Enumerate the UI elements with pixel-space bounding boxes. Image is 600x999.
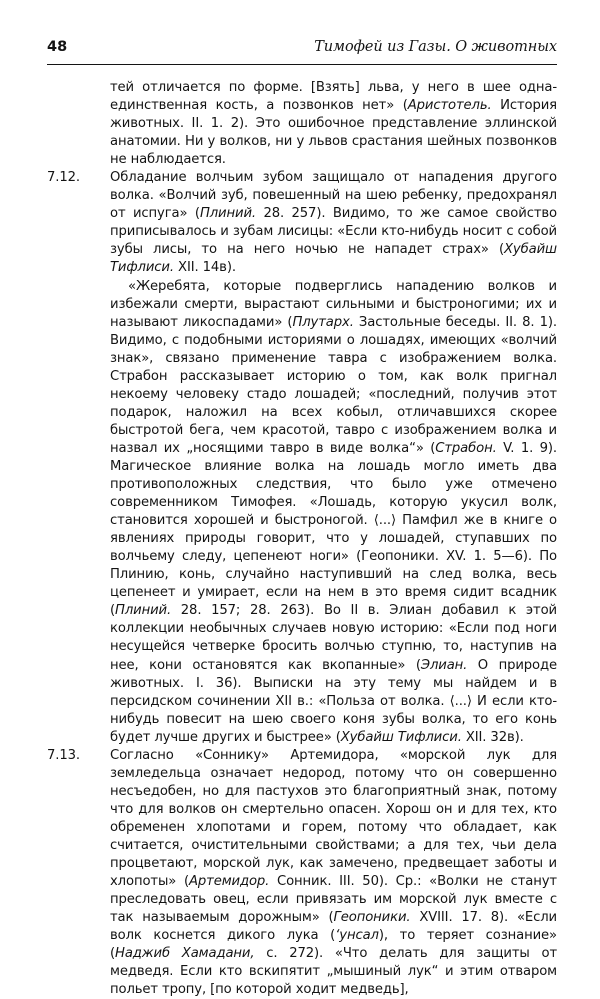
text-run: ), то теряет сознание» ( bbox=[110, 928, 558, 962]
text-run: Застольные беседы. II. 8. 1). Видимо, с подобными историями о лошадях, имеющих «волчий знак», связано применение тавра с изображением волка. Страбон рассказывает историю о том, как волк пригнал некоему человеку стадо лошадей; «последний, получив этот подарок, наложил на всех кобыл, отличавшихся скорее быстротой бега, чем красотой, тавро с изображением волка и назвал их „носящими тавро в виде волка“» ( bbox=[110, 314, 557, 456]
citation-author: Элиан. bbox=[420, 657, 468, 673]
page-number: 48 bbox=[47, 39, 68, 55]
citation-author: Аристотель. bbox=[407, 98, 492, 114]
citation-author: Плутарх. bbox=[292, 314, 354, 330]
paragraph-number: 7.12. bbox=[47, 170, 80, 186]
text-run: 28. 257). Видимо, то же самое свойство приписывалось и зубам лисицы: «Если кто-нибудь носит с собой зубы лисы, то на него ночью не нападет страх» ( bbox=[110, 206, 558, 258]
text-run: «Жеребята, которые подверглись нападению волков и избежали смерти, вырастают сильными и быстроногими; их и называют ликоспадами» ( bbox=[110, 278, 557, 330]
text-run: XVIII. 17. 8). «Если волк коснется дикого лука ( bbox=[110, 910, 558, 944]
text-run: XII. 32в). bbox=[461, 729, 524, 745]
text-run: О природе животных. I. 36). Выписки на эту тему мы найдем и в персидском сочинении XII в.: «Польза от волка. ⟨...⟩ И если кто-нибудь повесит на шею своего коня зубы волка, то его конь будет лучше других и быстрее» ( bbox=[110, 657, 557, 745]
citation-author: Плиний. bbox=[115, 603, 172, 619]
main-text bbox=[47, 79, 557, 999]
text-run: XII. 14в). bbox=[173, 260, 236, 276]
text-run: V. 1. 9). Магическое влияние волка на лошадь могло иметь два противоположных следствия, что было уже отмечено современником Тимофея. «Лошадь, которую укусил волк, становится хорошей и быстроногой. ⟨...⟩ Памфил же в книге о явлениях природы говорит, что у лошадей, ступавших по волчьему следу, цепенеют ноги» (Геопоники. XV. 1. 5—6). По Плинию, конь, случайно наступивший на след волка, весь цепенеет и умирает, если на нем в это время сидит всадник ( bbox=[110, 440, 557, 619]
running-head: Тимофей из Газы. О животных bbox=[314, 39, 557, 55]
text-run: Согласно «Соннику» Артемидора, «морской лук для земледельца означает недород, потому что он совершенно несъедобен, но для пастухов это благоприятный знак, потому что для волков он смертельно опасен. Хорош он и для тех, кто обременен хлопотами и горем, потому что обладает, как считается, очистительными свойствами; а для тех, чьи дела процветают, морской лук, как замечено, предвещает заботы и хлопоты» ( bbox=[110, 747, 557, 890]
citation-author: Наджиб Хамадани, bbox=[115, 946, 255, 962]
paragraph-7-12 bbox=[47, 169, 557, 277]
text-run: История животных. II. 1. 2). Это ошибочное представление эллинской анатомии. Ни у волков, ни у львов срастания шейных позвонков не наблюдается. bbox=[110, 98, 557, 168]
paragraph-number: 7.13. bbox=[47, 747, 80, 763]
paragraph-7-13 bbox=[47, 747, 557, 999]
text-run: Обладание волчьим зубом защищало от нападения другого волка. «Волчий зуб, повешенный на шею ребенку, предохранял от испуга» ( bbox=[110, 170, 557, 222]
text-run: тей отличается по форме. [Взять] льва, у него в шее одна-единственная кость, а позвонков нет» ( bbox=[110, 80, 557, 114]
citation-author: Артемидор. bbox=[188, 874, 270, 890]
paragraph-7-12-continued bbox=[47, 278, 557, 747]
citation-author: Страбон. bbox=[435, 440, 497, 456]
paragraph-continuation bbox=[47, 79, 557, 169]
text-run: 28. 157; 28. 263). Во II в. Элиан добавил к этой коллекции необычных случаев новую историю: «Если под ноги несущейся четверке бросить волчью ступню, то, наступив на нее, кони остановятся как вкопанные» ( bbox=[110, 603, 557, 673]
citation-author: Геопоники. bbox=[333, 910, 411, 926]
text-run: с. 272). «Что делать для защиты от медведя. Если кто вскипятит „мышиный лук“ и этим отваром польет тропу, [по которой ходит медведь], bbox=[110, 946, 558, 998]
header-rule bbox=[47, 64, 557, 65]
citation-author: ‘унсал bbox=[335, 928, 379, 944]
text-run: Сонник. III. 50). Ср.: «Волки не станут преследовать овец, если привязать им морской лук вместе с так называемым дорожным» ( bbox=[110, 874, 557, 926]
citation-author: Хубайш Тифлиси. bbox=[110, 242, 557, 276]
citation-author: Плиний. bbox=[199, 206, 256, 222]
page-header bbox=[47, 39, 557, 63]
citation-author: Хубайш Тифлиси. bbox=[340, 729, 462, 745]
